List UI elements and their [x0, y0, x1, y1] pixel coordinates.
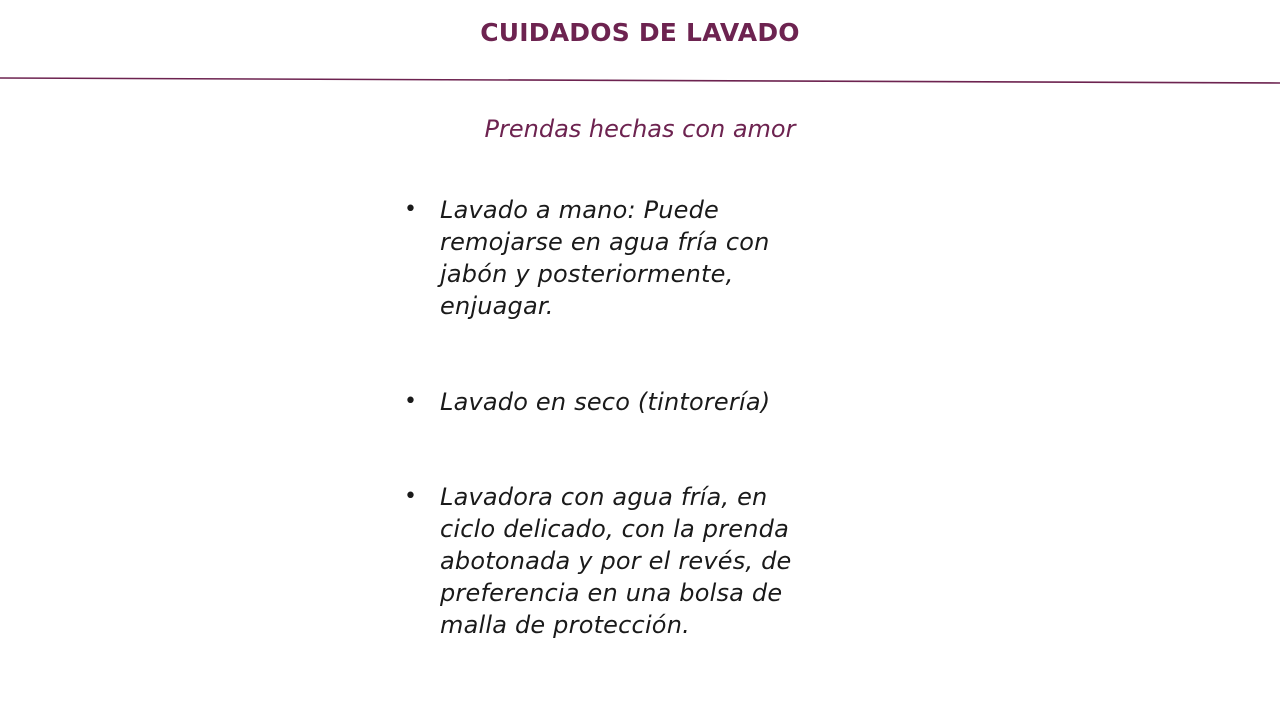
title-divider: [0, 0, 1280, 90]
care-item-dry-clean: [404, 386, 844, 418]
care-item-hand-wash: [404, 194, 844, 322]
slide-title: CUIDADOS DE LAVADO: [480, 18, 800, 47]
care-item-machine-wash: [404, 481, 844, 641]
bullet-marker: •: [404, 389, 418, 414]
bullet-marker: •: [404, 197, 418, 222]
bullet-marker: •: [404, 484, 418, 509]
slide-subtitle: Prendas hechas con amor: [484, 115, 796, 143]
care-item-text: Lavadora con agua fría, en ciclo delicado, con la prenda abotonada y por el revés, de preferencia en una bolsa de malla de protección.: [440, 483, 792, 639]
care-item-text: Lavado a mano: Puede remojarse en agua fría con jabón y posteriormente, enjuagar.: [440, 196, 770, 320]
care-item-text: Lavado en seco (tintorería): [440, 388, 771, 416]
